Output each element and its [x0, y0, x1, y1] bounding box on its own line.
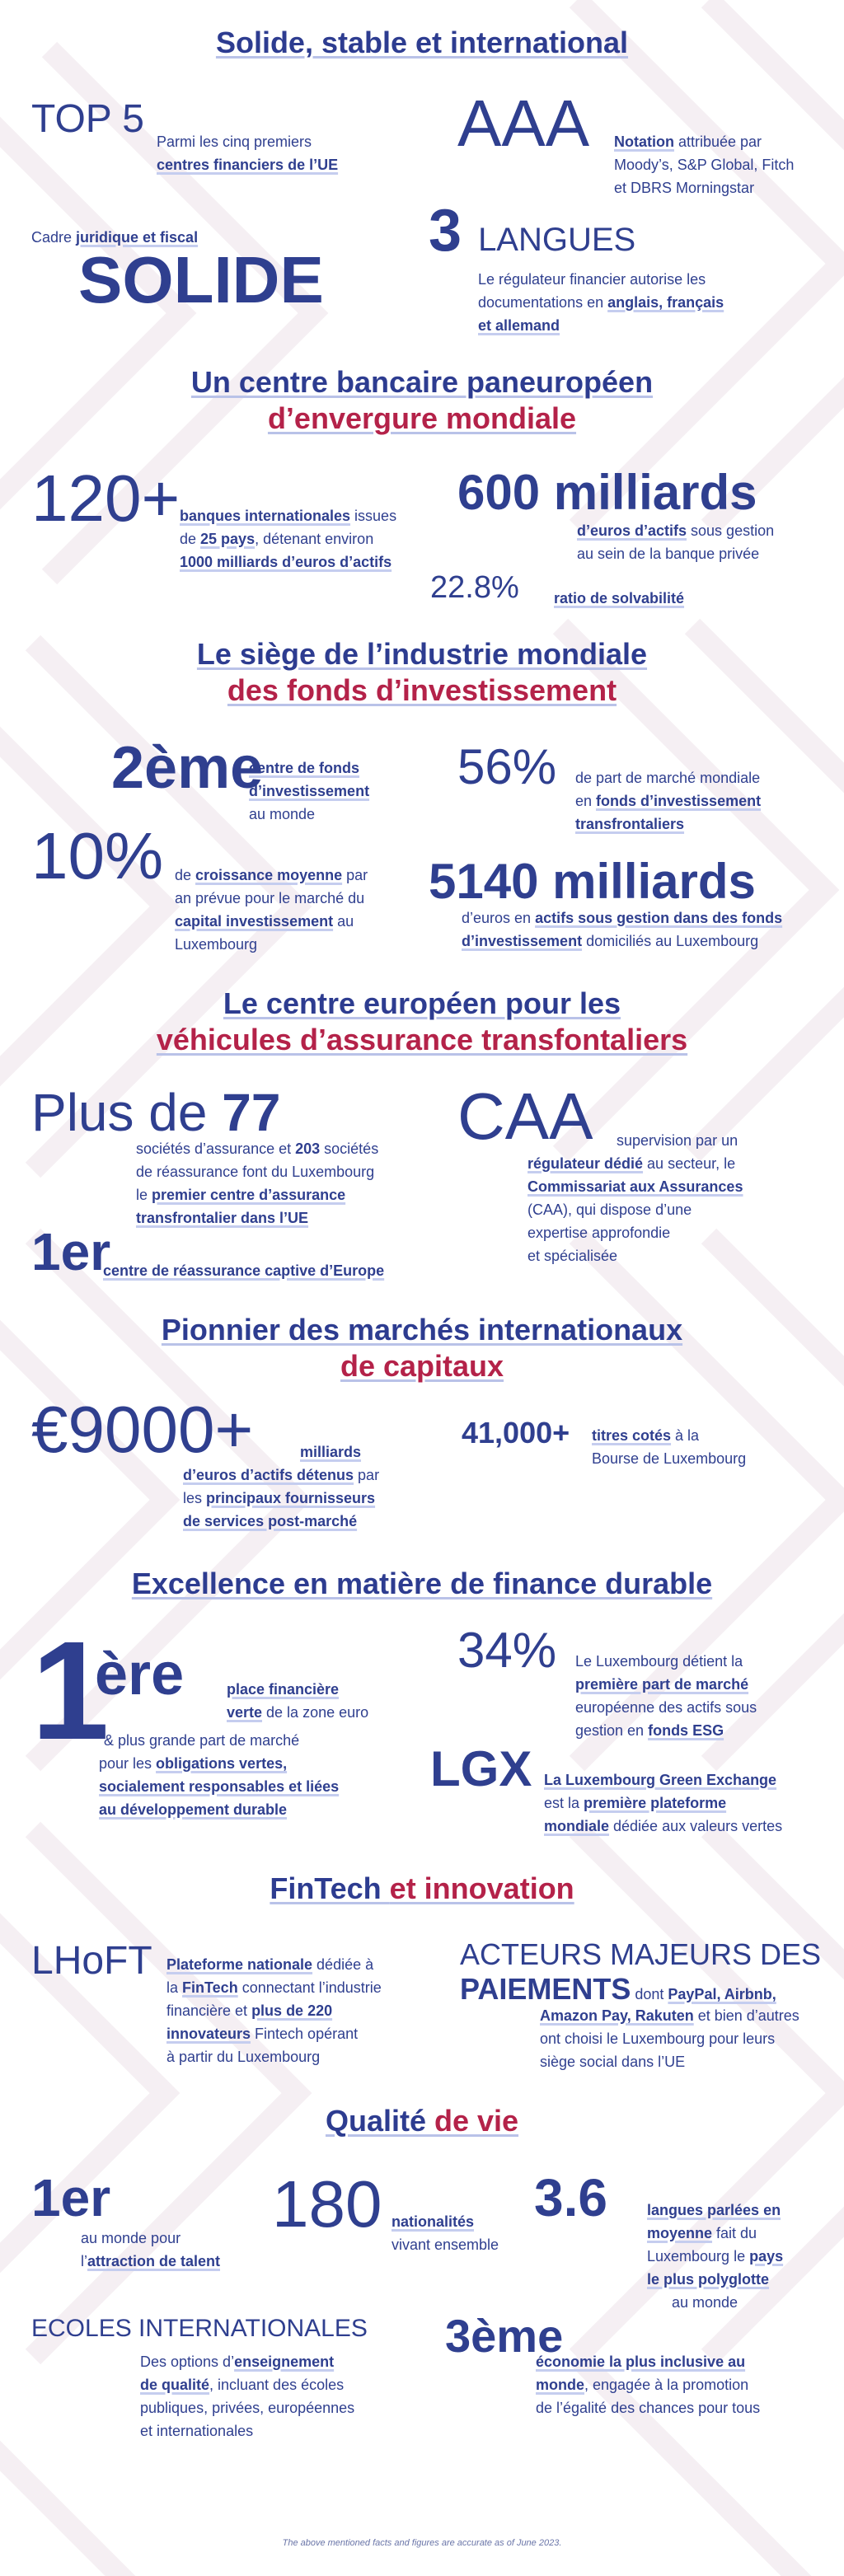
green-line-f: au développement durable [99, 1801, 288, 1818]
plus-description [136, 1137, 378, 1229]
banks-stat: 120+ [31, 461, 181, 535]
aaa-bold: Notation [614, 133, 674, 150]
aaa-line-b: Moody’s, S&P Global, Fitch [614, 157, 795, 173]
green-line-d-pre: pour les [99, 1755, 157, 1772]
growth-description [175, 864, 368, 956]
green-rank-line-cf [99, 1729, 339, 1821]
green-line-e: socialement responsables et liées [99, 1778, 340, 1795]
assets-line-b: au sein de la banque privée [577, 546, 760, 562]
fonds-title-a: Le siège de l’industrie mondiale [196, 637, 648, 671]
incl-line-a: économie la plus inclusive au [536, 2354, 746, 2370]
langues-line-b: documentations en [478, 294, 608, 311]
talent-stat: 1er [31, 2168, 111, 2227]
growth-line-a-bold: croissance moyenne [195, 867, 343, 883]
nationalities-stat: 180 [272, 2167, 382, 2241]
langues-word: LANGUES [478, 222, 636, 258]
captive-description: centre de réassurance captive d’Europe [103, 1262, 385, 1279]
talent-line-b-pre: l’ [81, 2253, 87, 2269]
aaa-line-c: et DBRS Morningstar [614, 180, 755, 196]
plus-line-c-pre: le [136, 1187, 152, 1203]
bancaire-title-a: Un centre bancaire paneuropéen [190, 365, 654, 399]
plus-line-d: transfrontalier dans l’UE [136, 1210, 309, 1226]
funds-line-b: domiciliés au Luxembourg [582, 933, 759, 949]
lhoft-stat: LHoFT [31, 1939, 152, 1983]
section-title-assurance [0, 986, 844, 1058]
growth-line-c: au [333, 913, 354, 930]
schools-stat: ECOLES INTERNATIONALES [31, 2315, 368, 2342]
capitaux-title-a: Pionnier des marchés internationaux [161, 1313, 683, 1347]
assets-description [577, 519, 774, 565]
incl-line-b: , engagée à la promotion [584, 2377, 749, 2393]
payments-line-c: ont choisi le Luxembourg pour leurs [540, 2030, 776, 2047]
incl-line-b-bold: monde [536, 2377, 585, 2393]
langues-stat [429, 198, 635, 273]
section-title-solide: Solide, stable et international [215, 26, 629, 59]
listed-line-b: Bourse de Luxembourg [592, 1450, 747, 1467]
caa-line-d: (CAA), qui dispose d’une [528, 1201, 692, 1218]
esg-line-d-bold: fonds ESG [648, 1722, 724, 1739]
schools-line-a-pre: Des options d’ [140, 2354, 235, 2370]
schools-line-b: , incluant des écoles [209, 2377, 345, 2393]
green-line-d-bold: obligations vertes, [156, 1755, 288, 1772]
funds-line-a-bold: actifs sous gestion dans des fonds [535, 910, 783, 926]
lang-line-b-bold: moyenne [647, 2225, 713, 2241]
langues-line-c: et allemand [478, 317, 560, 334]
lgx-line-b-pre: est la [544, 1795, 584, 1811]
lgx-description [544, 1768, 782, 1838]
plus-word: Plus de [31, 1083, 223, 1142]
lhoft-line-a: dédiée à [312, 1956, 374, 1973]
ratio-stat: 22.8% [430, 570, 519, 605]
solide-stat: SOLIDE [78, 243, 324, 316]
assurance-title-b: véhicules d’assurance transfontaliers [156, 1023, 688, 1056]
share-description [575, 766, 761, 836]
caa-line-b: au secteur, le [643, 1155, 736, 1172]
section-title-vie [0, 2103, 844, 2139]
languages-stat: 3.6 [534, 2168, 607, 2227]
share-line-b-pre: en [575, 793, 597, 809]
vie-title-a: Qualité [325, 2104, 434, 2138]
langues-line-b-bold: anglais, français [607, 294, 724, 311]
lhoft-line-a-bold: Plateforme nationale [166, 1956, 313, 1973]
second-description [249, 756, 369, 826]
payments-heading-a: ACTEURS MAJEURS DES [460, 1937, 822, 1971]
lang-line-b: fait du [712, 2225, 757, 2241]
nat-line-a: nationalités [392, 2213, 475, 2230]
share-line-b-bold: fonds d’investissement [596, 793, 762, 809]
lgx-stat: LGX [430, 1741, 532, 1796]
aaa-line-a: attribuée par [673, 133, 762, 150]
green-rank-number: 1 [31, 1613, 110, 1769]
funds-stat: 5140 milliards [429, 854, 756, 909]
lhoft-line-b-bold: FinTech [182, 1979, 238, 1996]
lhoft-line-d-bold: innovateurs [166, 2026, 251, 2042]
euro-description [183, 1440, 379, 1533]
esg-description [575, 1650, 757, 1742]
payments-line-a-bold: PayPal, Airbnb, [668, 1986, 776, 2002]
lang-line-c-pre: Luxembourg le [647, 2248, 750, 2265]
listed-stat: 41,000+ [462, 1416, 570, 1450]
growth-line-a: par [342, 867, 368, 883]
bancaire-title-b: d’envergure mondiale [267, 401, 577, 435]
green-line-b-bold: verte [227, 1704, 263, 1721]
green-line-a: place financière [227, 1681, 340, 1698]
plus-line-a: sociétés d’assurance et [136, 1140, 296, 1157]
euro-line-b: par [354, 1467, 380, 1483]
green-line-c: & plus grande part de marché [104, 1732, 300, 1749]
fonds-title-b: des fonds d’investissement [227, 673, 617, 707]
green-rank-line-ab [227, 1678, 368, 1724]
top5-line-a: Parmi les cinq premiers [157, 133, 312, 150]
euro-line-a: milliards [300, 1444, 362, 1460]
plus-line-c-bold: premier centre d’assurance [152, 1187, 346, 1203]
plus-number: 77 [222, 1083, 281, 1142]
talent-line-b-bold: attraction de talent [87, 2253, 221, 2269]
lang-line-a: langues parlées en [647, 2202, 781, 2218]
lgx-line-c: dédiée aux valeurs vertes [609, 1818, 783, 1834]
aaa-description [614, 130, 794, 199]
funds-line-b-bold: d’investissement [462, 933, 583, 949]
payments-word: PAIEMENTS [460, 1972, 631, 2006]
euro-line-b-bold: d’euros d’actifs détenus [183, 1467, 354, 1483]
euro-line-d: de services post-marché [183, 1513, 358, 1529]
assets-line-a: sous gestion [687, 522, 775, 539]
langues-line-a: Le régulateur financier autorise les [478, 271, 706, 288]
esg-line-b: première part de marché [575, 1676, 749, 1693]
banks-line-a-bold: banques internationales [180, 508, 351, 524]
nationalities-description [392, 2210, 499, 2256]
green-rank-suffix: ère [95, 1642, 185, 1707]
schools-description [140, 2350, 354, 2443]
lhoft-line-b-pre: la [166, 1979, 183, 1996]
nat-line-b: vivant ensemble [392, 2236, 499, 2253]
funds-description [462, 906, 782, 953]
fintech-title-b: et innovation [389, 1871, 574, 1905]
second-line-b: d’investissement [249, 783, 370, 799]
langues-number: 3 [429, 198, 462, 264]
inclusive-description [536, 2350, 760, 2419]
growth-line-b: an prévue pour le marché du [175, 890, 365, 906]
euro-line-c-pre: les [183, 1490, 207, 1506]
banks-line-c: 1000 milliards d’euros d’actifs [180, 554, 392, 570]
lhoft-description [166, 1953, 382, 2068]
schools-line-d: et internationales [140, 2423, 254, 2439]
share-line-c: transfrontaliers [575, 816, 685, 832]
listed-line-a: à la [671, 1427, 700, 1444]
payments-line-b-bold: Amazon Pay, Rakuten [540, 2007, 694, 2024]
lgx-line-a: La Luxembourg Green Exchange [544, 1772, 777, 1788]
assets-line-a-bold: d’euros d’actifs [577, 522, 687, 539]
lhoft-line-b: connectant l’industrie [237, 1979, 382, 1996]
fintech-title-a: FinTech [270, 1871, 390, 1905]
aaa-stat: AAA [457, 87, 590, 160]
plus-line-a-bold: 203 [295, 1140, 321, 1157]
caa-line-e: expertise approfondie [528, 1225, 671, 1241]
section-title-bancaire [0, 364, 844, 437]
share-line-a: de part de marché mondiale [575, 770, 761, 786]
talent-line-a: au monde pour [81, 2230, 181, 2246]
lang-line-d: le plus polyglotte [647, 2271, 770, 2288]
esg-line-c: européenne des actifs sous [575, 1699, 757, 1716]
caa-line-a: supervision par un [617, 1132, 738, 1149]
plus-line-b: de réassurance font du Luxembourg [136, 1164, 375, 1180]
growth-line-a-pre: de [175, 867, 196, 883]
assets-stat: 600 milliards [457, 465, 757, 520]
section-title-capitaux [0, 1312, 844, 1384]
incl-line-c: de l’égalité des chances pour tous [536, 2400, 761, 2416]
banks-description [180, 504, 396, 574]
listed-description [592, 1424, 746, 1470]
esg-line-d-pre: gestion en [575, 1722, 649, 1739]
inclusive-stat: 3ème [445, 2310, 564, 2362]
banks-line-a: issues [350, 508, 397, 524]
lhoft-line-e: à partir du Luxembourg [166, 2049, 321, 2065]
caa-stat: CAA [457, 1080, 593, 1153]
langues-description [478, 268, 724, 337]
esg-line-a: Le Luxembourg détient la [575, 1653, 743, 1670]
caa-line-c: Commissariat aux Assurances [528, 1178, 743, 1195]
funds-line-a-pre: d’euros en [462, 910, 536, 926]
schools-line-c: publiques, privées, européennes [140, 2400, 355, 2416]
plus-stat [31, 1080, 280, 1145]
captive-stat: 1er [31, 1222, 111, 1281]
top5-description [157, 130, 338, 176]
caa-description [528, 1129, 824, 1267]
esg-stat: 34% [457, 1623, 557, 1678]
vie-title-b: de vie [434, 2104, 519, 2138]
schools-line-b-bold: de qualité [140, 2377, 210, 2393]
lhoft-line-c-pre: financière et [166, 2002, 252, 2019]
share-stat: 56% [457, 739, 557, 794]
caa-line-b-bold: régulateur dédié [528, 1155, 644, 1172]
top5-stat [31, 95, 144, 144]
talent-description [81, 2227, 220, 2273]
top5-number: TOP 5 [31, 97, 144, 141]
second-line-c: au monde [249, 806, 316, 822]
payments-line-d: siège social dans l’UE [540, 2054, 686, 2070]
caa-line-f: et spécialisée [528, 1248, 618, 1264]
growth-line-c-bold: capital investissement [175, 913, 334, 930]
euro-line-c-bold: principaux fournisseurs [206, 1490, 376, 1506]
payments-description [540, 2004, 799, 2073]
banks-line-b-bold: 25 pays [200, 531, 256, 547]
lgx-line-b-bold: première plateforme [584, 1795, 727, 1811]
lang-line-c-bold: pays [749, 2248, 784, 2265]
banks-line-b: , détenant environ [255, 531, 374, 547]
section-title-fonds [0, 636, 844, 709]
banks-line-b-pre: de [180, 531, 201, 547]
solide-label-a: Cadre [31, 229, 77, 246]
assurance-title-a: Le centre européen pour les [223, 986, 621, 1020]
section-title-fintech [0, 1871, 844, 1907]
euro-stat: €9000+ [31, 1393, 254, 1466]
schools-line-a-bold: enseignement [234, 2354, 335, 2370]
lhoft-line-d: Fintech opérant [251, 2026, 359, 2042]
languages-description [647, 2199, 783, 2314]
second-line-a: centre de fonds [249, 760, 360, 776]
plus-line-a-end: sociétés [320, 1140, 379, 1157]
solide-label-b: juridique et fiscal [76, 229, 199, 246]
payments-line-b: et bien d’autres [693, 2007, 799, 2024]
section-title-durable: Excellence en matière de finance durable [131, 1567, 713, 1600]
capitaux-title-b: de capitaux [340, 1349, 504, 1383]
top5-line-b: centres financiers de l’UE [157, 157, 339, 173]
payments-line-a: dont [631, 1986, 668, 2002]
green-line-b: de la zone euro [262, 1704, 369, 1721]
growth-stat: 10% [31, 819, 164, 892]
payments-heading-b [460, 1971, 776, 2007]
listed-line-a-bold: titres cotés [592, 1427, 672, 1444]
lgx-line-c-bold: mondiale [544, 1818, 610, 1834]
growth-line-d: Luxembourg [175, 936, 258, 953]
lang-line-e: au monde [672, 2294, 738, 2311]
footer-disclaimer: The above mentioned facts and figures are accurate as of June 2023. [282, 2538, 562, 2548]
lhoft-line-c-bold: plus de 220 [251, 2002, 333, 2019]
second-stat: 2ème [111, 735, 264, 801]
ratio-description: ratio de solvabilité [554, 590, 685, 607]
